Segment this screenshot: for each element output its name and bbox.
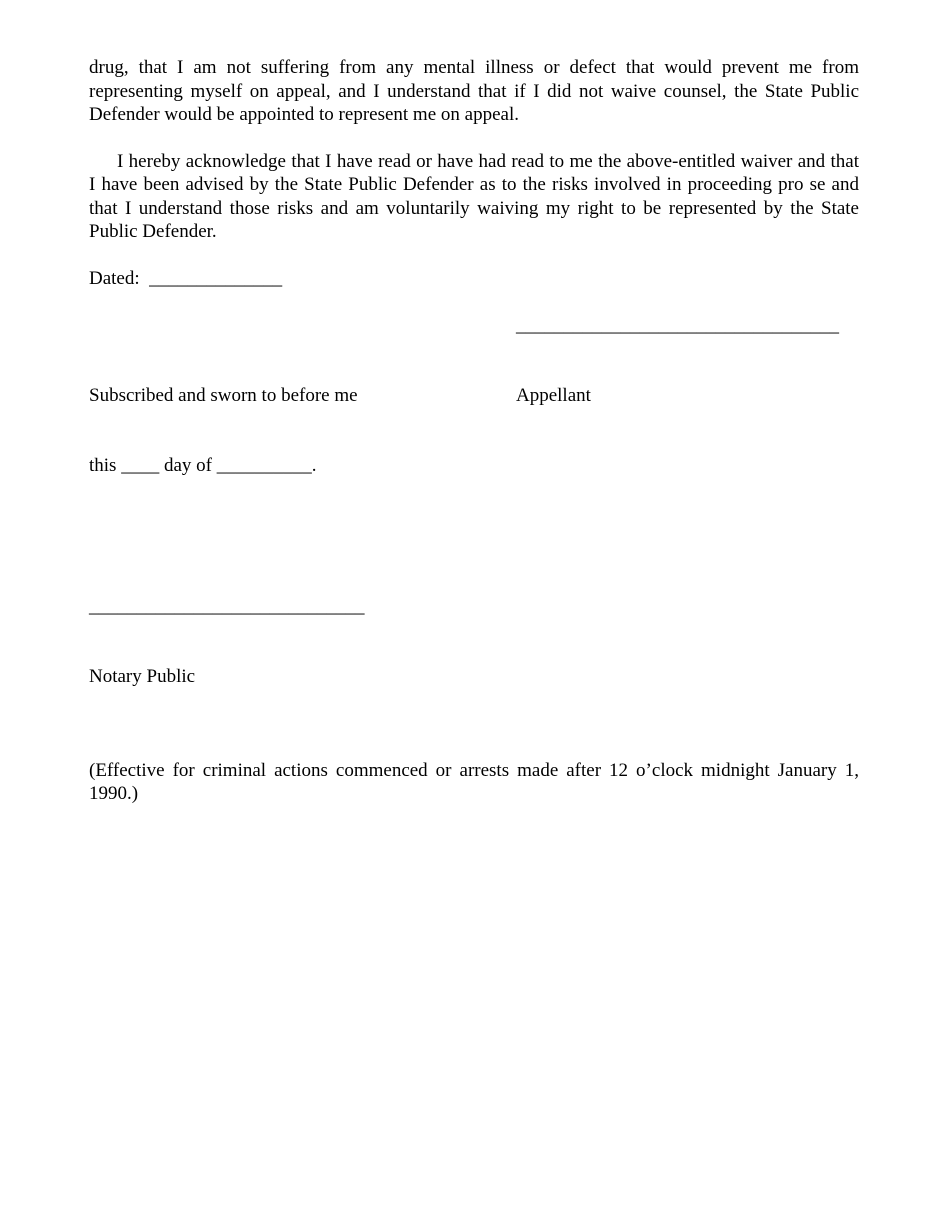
paragraph-waiver-continuation: drug, that I am not suffering from any mental illness or defect that would prevent me from representing myself on appeal, and I understand that if I did not waive counsel, the State Public Defender would be appointed to represent me on appeal. xyxy=(89,57,859,125)
sworn-line-1: Subscribed and sworn to before me xyxy=(89,384,358,406)
document-page xyxy=(89,56,859,806)
appellant-label: Appellant xyxy=(516,385,591,406)
appellant-signature-line: __________________________________ xyxy=(516,314,839,336)
dated-line: Dated: ______________ xyxy=(89,267,283,289)
notary-label: Notary Public xyxy=(89,666,196,687)
effective-date-note: (Effective for criminal actions commenced or arrests made after 12 o’clock midnight January 1, 1990.) xyxy=(89,759,859,804)
appellant-signature-block xyxy=(516,267,859,455)
sworn-line-2: this ____ day of __________. xyxy=(89,455,317,476)
paragraph-acknowledgement: I hereby acknowledge that I have read or have had read to me the above-entitled waiver and that I have been advised by the State Public Defender as to the risks involved in proceeding pro se and that I understand those risks and am voluntarily waiving my right to be represented by the State Public Defender. xyxy=(89,150,859,242)
notary-signature-line: _____________________________ xyxy=(89,595,365,617)
notary-block xyxy=(89,548,859,736)
